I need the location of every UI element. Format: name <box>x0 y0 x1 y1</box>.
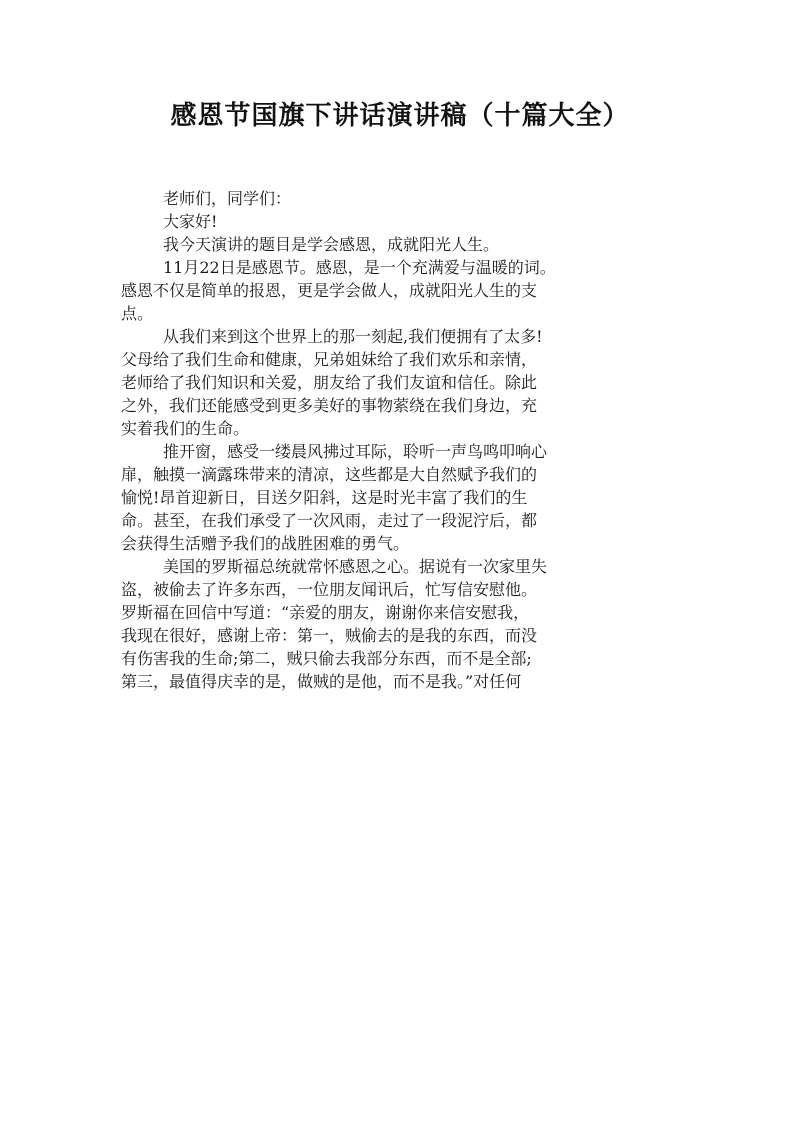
text-line: 美国的罗斯福总统就常怀感恩之心。据说有一次家里失 <box>163 557 548 576</box>
text-line: 11月22日是感恩节。感恩，是一个充满爱与温暖的词。 <box>163 258 556 277</box>
text-line: 老师给了我们知识和关爱，朋友给了我们友谊和信任。除此 <box>121 373 538 392</box>
paragraph-greeting <box>121 186 691 209</box>
paragraph-nature <box>121 439 691 554</box>
text-line: 感恩不仅是简单的报恩，更是学会做人，成就阳光人生的支 <box>121 281 538 300</box>
text-line: 罗斯福在回信中写道：“亲爱的朋友，谢谢你来信安慰我， <box>121 603 530 622</box>
text-line: 之外，我们还能感受到更多美好的事物萦绕在我们身边，充 <box>121 396 538 415</box>
text-line: 我今天演讲的题目是学会感恩，成就阳光人生。 <box>163 235 500 254</box>
text-line: 有伤害我的生命;第二，贼只偷去我部分东西，而不是全部; <box>121 649 532 668</box>
text-line: 命。甚至，在我们承受了一次风雨，走过了一段泥泞后，都 <box>121 511 538 530</box>
paragraph-hello <box>121 209 691 232</box>
paragraph-gifts <box>121 324 691 439</box>
text-line: 实着我们的生命。 <box>121 419 250 438</box>
document-title: 感恩节国旗下讲话演讲稿（十篇大全） <box>170 101 630 131</box>
text-line: 点。 <box>121 304 154 323</box>
text-line: 推开窗，感受一缕晨风拂过耳际，聆听一声鸟鸣叩响心 <box>163 442 548 461</box>
text-line: 扉，触摸一滴露珠带来的清凉，这些都是大自然赋予我们的 <box>121 465 538 484</box>
text-line: 从我们来到这个世界上的那一刻起,我们便拥有了太多! <box>163 327 543 346</box>
text-line: 会获得生活赠予我们的战胜困难的勇气。 <box>121 534 410 553</box>
text-line: 老师们，同学们： <box>163 189 292 208</box>
text-line: 父母给了我们生命和健康，兄弟姐妹给了我们欢乐和亲情， <box>121 350 538 369</box>
paragraph-topic <box>121 232 691 255</box>
text-line: 盗，被偷去了许多东西，一位朋友闻讯后，忙写信安慰他。 <box>121 580 538 599</box>
text-line: 大家好! <box>163 212 218 231</box>
document-body <box>121 186 691 692</box>
text-line: 第三，最值得庆幸的是，做贼的是他，而不是我。”对任何 <box>121 672 522 691</box>
text-line: 我现在很好，感谢上帝：第一，贼偷去的是我的东西，而没 <box>121 626 538 645</box>
text-line: 愉悦!昂首迎新日，目送夕阳斜，这是时光丰富了我们的生 <box>121 488 528 507</box>
paragraph-thanksgiving-day <box>121 255 691 324</box>
paragraph-roosevelt <box>121 554 691 692</box>
